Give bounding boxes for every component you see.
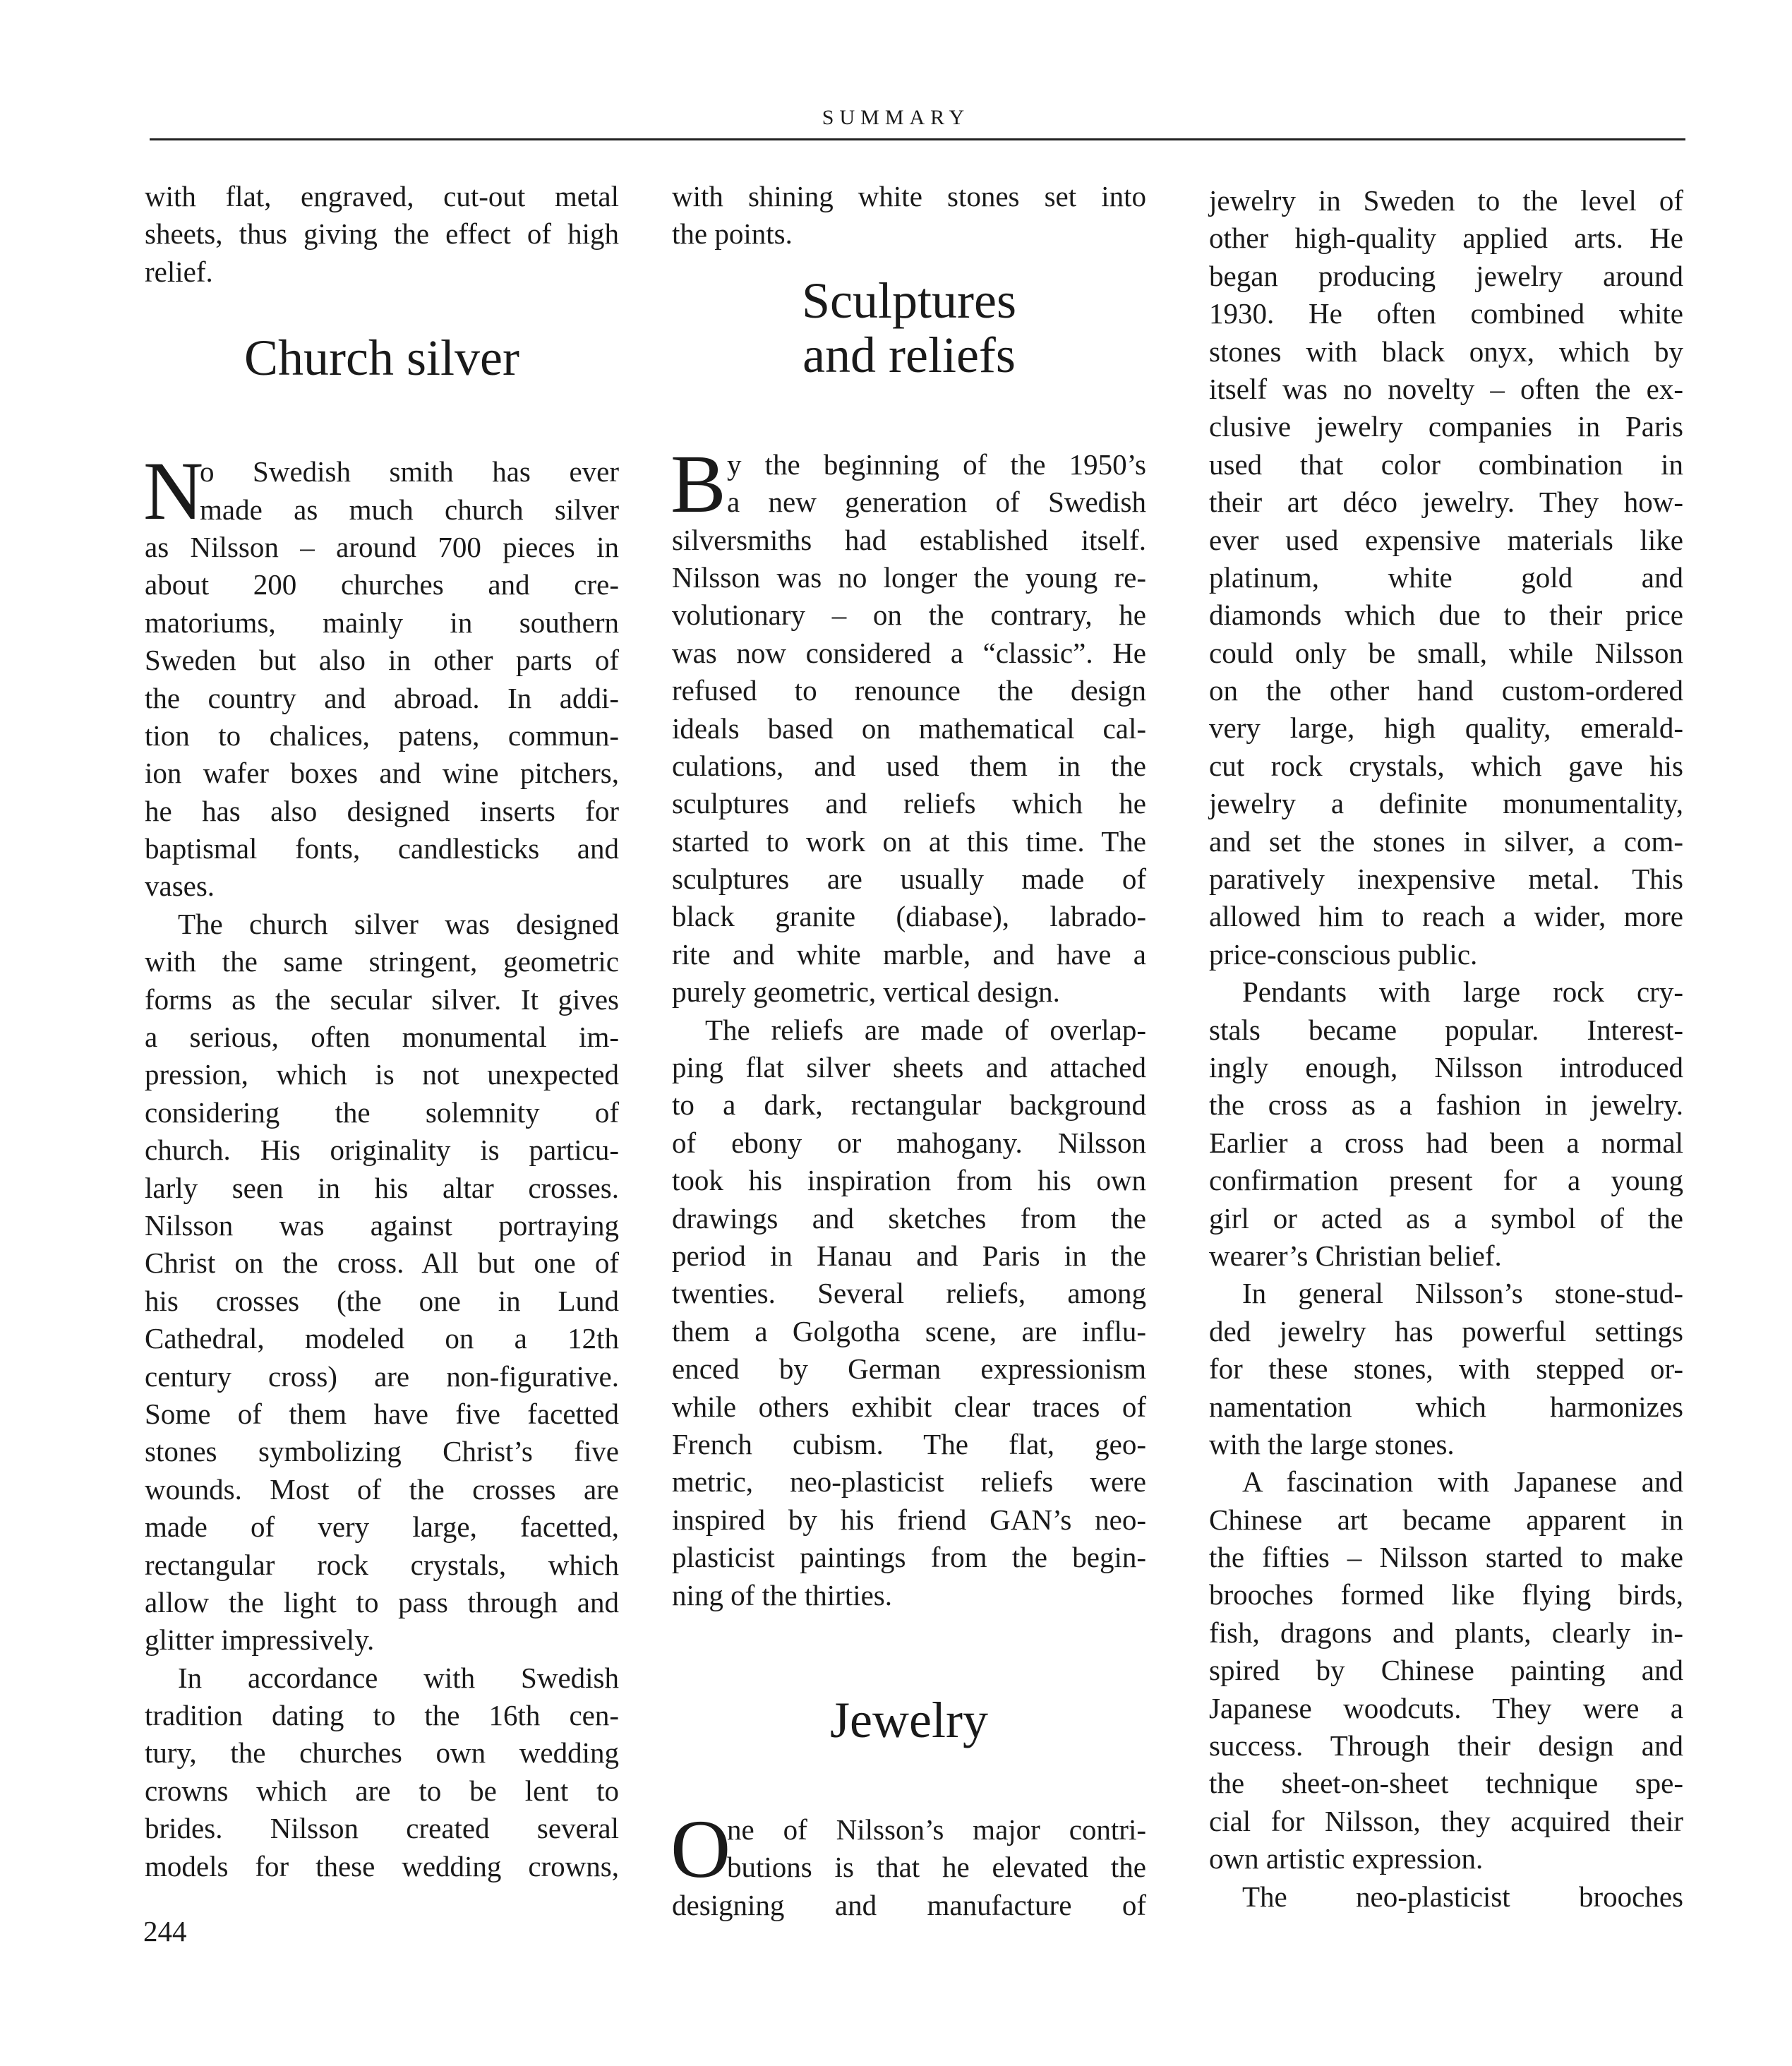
text-line: designing and manufacture of [672,1888,1146,1921]
text-line: sheets, thus giving the effect of high [145,217,619,251]
text-line: vases. [145,870,215,903]
column-3 [1209,182,1683,1916]
text-line: clusive jewelry companies in Paris [1209,410,1683,443]
text-line: rite and white marble, and have a [672,937,1146,971]
text-line: refused to renounce the design [672,674,1146,707]
text-line: period in Hanau and Paris in the [672,1239,1146,1272]
text-line: confirmation present for a young [1209,1164,1683,1197]
text-line: allowed him to reach a wider, more [1209,900,1683,933]
text-line: very large, high quality, emerald- [1209,711,1683,745]
text-line: with shining white stones set into [672,180,1146,212]
text-line: of ebony or mahogany. Nilsson [672,1126,1146,1159]
text-line: used that color combination in [1209,448,1683,481]
text-line: spired by Chinese painting and [1209,1654,1683,1687]
text-line: In accordance with Swedish [178,1661,619,1694]
heading-line: Sculptures [802,272,1016,329]
page-number: 244 [143,1915,187,1947]
paragraph [1209,973,1683,1275]
text-line: made as much church silver [200,493,619,526]
text-line: Japanese woodcuts. They were a [1209,1691,1683,1724]
section-heading [672,274,1146,383]
text-line: own artistic expression. [1209,1842,1484,1875]
text-line: started to work on at this time. The [672,824,1146,858]
text-line: his crosses (the one in Lund [145,1284,619,1317]
text-line: forms as the secular silver. It gives [145,983,619,1016]
text-line: other high-quality applied arts. He [1209,222,1683,255]
section-heading [145,331,619,385]
drop-cap: N [143,445,204,538]
text-line: drawings and sketches from the [672,1201,1146,1235]
text-line: ded jewelry has powerful settings [1209,1314,1683,1347]
text-line: about 200 churches and cre- [145,568,619,601]
text-line: and set the stones in silver, a com- [1209,824,1683,858]
text-line: sculptures and reliefs which he [672,787,1146,820]
text-line: The neo-plasticist brooches [1242,1880,1683,1913]
text-line: wearer’s Christian belief. [1209,1239,1502,1272]
text-line: brooches formed like flying birds, [1209,1578,1683,1611]
column-2 [672,178,1146,1924]
text-line: a new generation of Swedish [727,486,1146,519]
text-line: girl or acted as a symbol of the [1209,1201,1683,1235]
text-line: a serious, often monumental im- [145,1021,619,1054]
text-line: ever used expensive materials like [1209,523,1683,556]
paragraph [145,906,619,1659]
paragraph [1209,1878,1683,1916]
text-line: took his inspiration from his own [672,1164,1146,1197]
drop-cap: O [671,1802,731,1895]
text-line: the points. [672,217,793,251]
text-line: sculptures are usually made of [672,863,1146,896]
text-line: tradition dating to the 16th cen- [145,1699,619,1732]
text-line: purely geometric, vertical design. [672,975,1060,1009]
text-line: crowns which are to be lent to [145,1774,619,1807]
text-line: with the same stringent, geometric [145,945,619,978]
text-line: butions is that he elevated the [727,1851,1146,1884]
text-line: Nilsson was no longer the young re- [672,560,1146,594]
text-line: paratively inexpensive metal. This [1209,863,1683,896]
text-line: glitter impressively. [145,1623,375,1657]
text-line: inspired by his friend GAN’s neo- [672,1503,1146,1536]
text-line: tury, the churches own wedding [145,1736,619,1770]
text-line: matoriums, mainly in southern [145,606,619,639]
text-line: Earlier a cross had been a normal [1209,1126,1683,1159]
text-line: on the other hand custom-ordered [1209,674,1683,707]
text-line: Nilsson was against portraying [145,1208,619,1242]
text-line: The reliefs are made of overlap- [705,1013,1146,1046]
text-line: cut rock crystals, which gave his [1209,749,1683,782]
text-line: with flat, engraved, cut-out metal [145,180,619,212]
text-line: metric, neo-plasticist reliefs were [672,1465,1146,1499]
paragraph [143,445,619,906]
header-rule [150,138,1685,140]
text-line: to a dark, rectangular background [672,1088,1146,1122]
text-line: fish, dragons and plants, clearly in- [1209,1616,1683,1649]
running-head: SUMMARY [822,106,970,129]
text-line: Christ on the cross. All but one of [145,1247,619,1280]
text-line: the fifties – Nilsson started to make [1209,1541,1683,1574]
text-line: models for these wedding crowns, [145,1849,619,1882]
text-line: their art déco jewelry. They how- [1209,486,1683,519]
heading-line: Jewelry [830,1691,988,1748]
paragraph [1209,1275,1683,1463]
text-line: ne of Nilsson’s major contri- [727,1813,1146,1846]
text-line: ning of the thirties. [672,1578,893,1611]
text-line: Sweden but also in other parts of [145,644,619,677]
text-line: Pendants with large rock cry- [1242,975,1683,1009]
text-line: ingly enough, Nilsson introduced [1209,1050,1683,1083]
text-line: culations, and used them in the [672,749,1146,782]
text-line: Cathedral, modeled on a 12th [145,1322,619,1355]
text-line: the country and abroad. In addi- [145,681,619,714]
column-1 [145,178,619,1885]
text-line: century cross) are non-figurative. [145,1359,619,1393]
text-line: Some of them have five facetted [145,1397,619,1430]
text-line: brides. Nilsson created several [145,1812,619,1845]
text-line: wounds. Most of the crosses are [145,1472,619,1506]
text-line: pression, which is not unexpected [145,1058,619,1091]
text-line: price-conscious public. [1209,937,1478,971]
text-line: diamonds which due to their price [1209,599,1683,632]
text-line: volutionary – on the contrary, he [672,599,1146,632]
paragraph [671,437,1146,1011]
text-line: could only be small, while Nilsson [1209,636,1683,669]
text-line: The church silver was designed [178,907,619,940]
text-line: black granite (diabase), labrado- [672,900,1146,933]
text-line: ping flat silver sheets and attached [672,1051,1146,1084]
text-line: Chinese art became apparent in [1209,1503,1683,1536]
text-line: stones symbolizing Christ’s five [145,1435,619,1468]
text-line: considering the solemnity of [145,1095,619,1129]
text-line: began producing jewelry around [1209,259,1683,292]
text-line: A fascination with Japanese and [1242,1465,1683,1499]
paragraph [145,178,619,291]
text-line: while others exhibit clear traces of [672,1390,1146,1423]
paragraph [1209,182,1683,973]
text-line: success. Through their design and [1209,1729,1683,1762]
text-line: church. His originality is particu- [145,1134,619,1167]
text-line: larly seen in his altar crosses. [145,1171,619,1204]
paragraph [145,1659,619,1885]
section-heading [672,1693,1146,1748]
text-line: made of very large, facetted, [145,1511,619,1544]
text-line: he has also designed inserts for [145,794,619,827]
text-line: platinum, white gold and [1209,560,1683,594]
text-line: jewelry a definite monumentality, [1209,787,1683,820]
text-line: 1930. He often combined white [1209,297,1683,330]
text-line: stals became popular. Interest- [1209,1013,1683,1046]
text-line: relief. [145,255,213,288]
text-line: allow the light to pass through and [145,1585,619,1618]
text-line: the sheet-on-sheet technique spe- [1209,1767,1683,1800]
text-line: as Nilsson – around 700 pieces in [145,530,619,563]
text-line: o Swedish smith has ever [200,455,619,488]
text-line: for these stones, with stepped or- [1209,1352,1683,1386]
text-line: ideals based on mathematical cal- [672,711,1146,745]
heading-line: Church silver [244,330,519,387]
text-line: itself was no novelty – often the ex- [1209,372,1683,405]
text-line: cial for Nilsson, they acquired their [1209,1804,1683,1837]
text-line: silversmiths had established itself. [672,523,1146,556]
heading-line: and reliefs [802,326,1016,383]
text-line: rectangular rock crystals, which [145,1548,619,1581]
text-line: twenties. Several reliefs, among [672,1277,1146,1310]
text-line: ion wafer boxes and wine pitchers, [145,757,619,790]
text-line: In general Nilsson’s stone-stud- [1242,1277,1683,1310]
text-line: enced by German expressionism [672,1352,1146,1386]
text-line: the cross as a fashion in jewelry. [1209,1088,1683,1122]
text-line: French cubism. The flat, geo- [672,1427,1146,1460]
text-line: baptismal fonts, candlesticks and [145,832,619,865]
paragraph [671,1802,1146,1924]
drop-cap: B [671,437,726,530]
text-line: jewelry in Sweden to the level of [1209,184,1683,217]
text-line: namentation which harmonizes [1209,1390,1683,1423]
text-line: plasticist paintings from the begin- [672,1541,1146,1574]
text-line: tion to chalices, patens, commun- [145,719,619,752]
text-line: stones with black onyx, which by [1209,335,1683,368]
text-line: them a Golgotha scene, are influ- [672,1314,1146,1347]
text-line: was now considered a “classic”. He [672,636,1146,669]
paragraph [672,178,1146,253]
text-line: with the large stones. [1209,1427,1455,1460]
paragraph [672,1011,1146,1614]
text-line: y the beginning of the 1950’s [727,448,1146,481]
paragraph [1209,1463,1683,1878]
